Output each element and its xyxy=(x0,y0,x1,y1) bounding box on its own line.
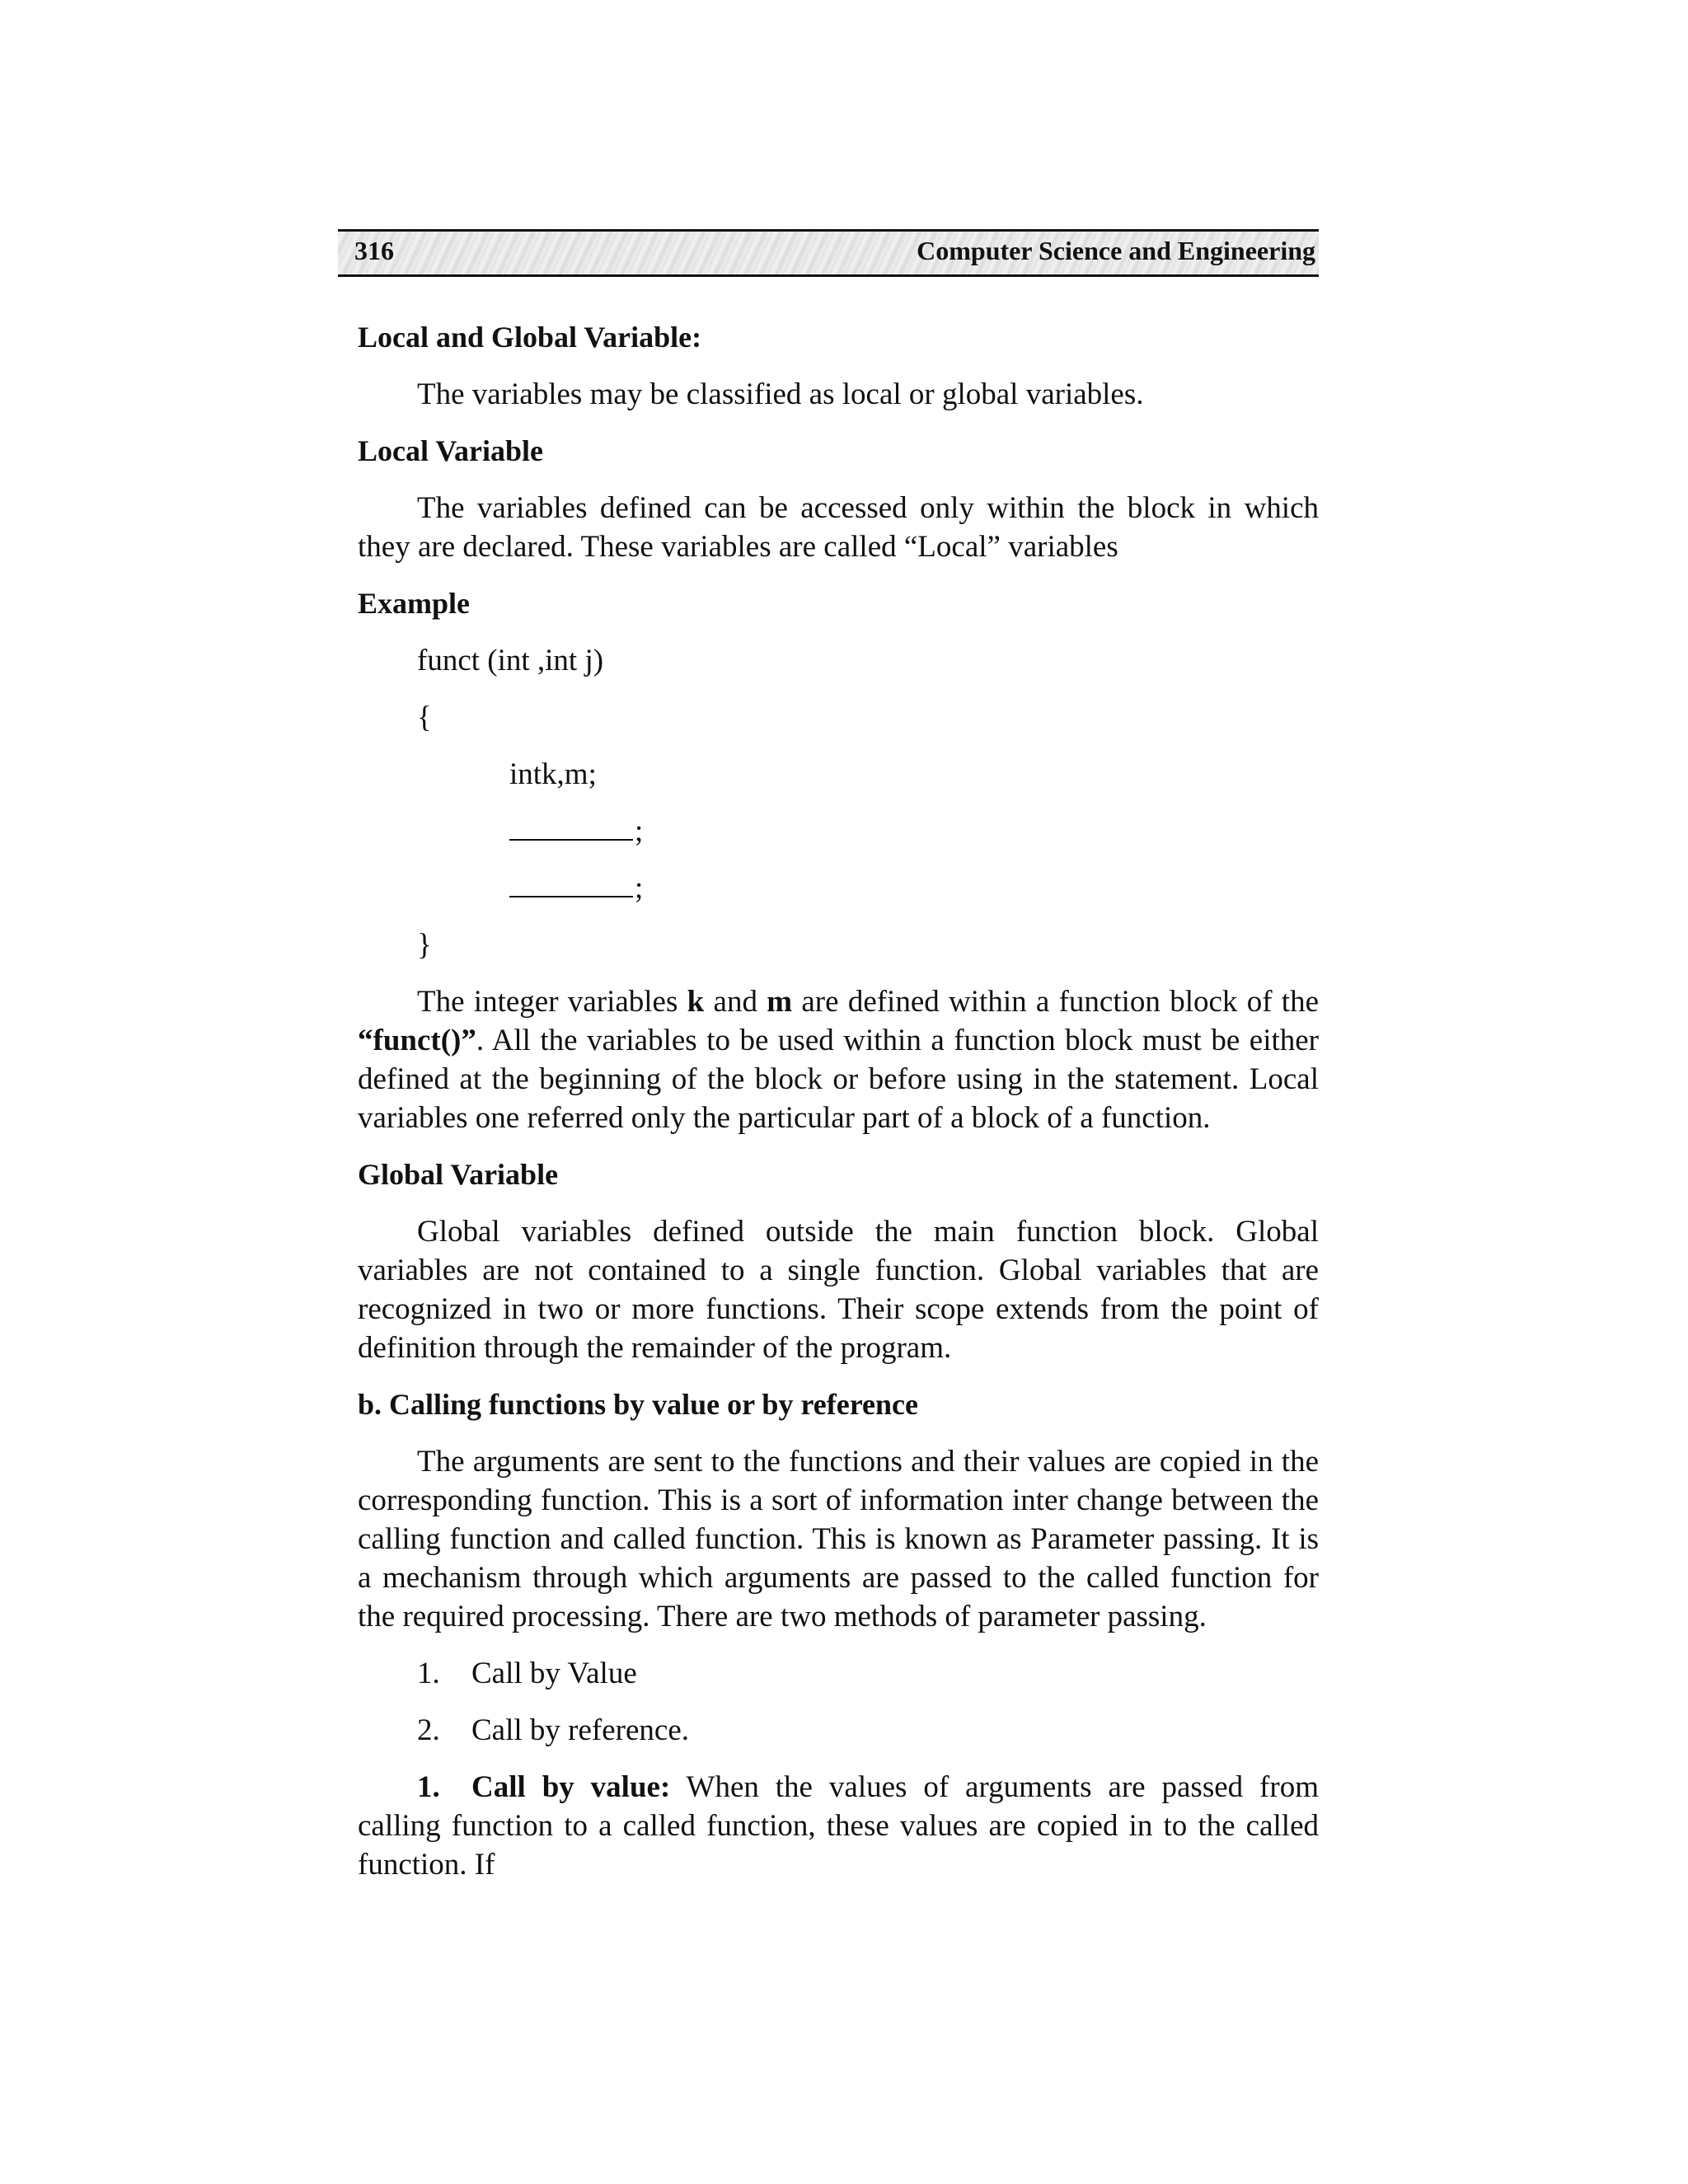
bold-funct: “funct()” xyxy=(358,1024,476,1057)
calling-functions-paragraph: The arguments are sent to the functions and their values are copied in the corresponding function. This is a sort of information inter change between the calling function and called function. This is known as Parameter passing. It is a mechanism through which arguments are passed to the called function for the required processing. There are two methods of parameter passing. xyxy=(358,1445,1319,1633)
statement-blank xyxy=(509,814,633,841)
text-run: and xyxy=(704,985,767,1019)
cbv-text: When the values of arguments are passed from calling function to a called function, these values are copied in to the called function. If xyxy=(358,1770,1319,1882)
methods-list xyxy=(358,1654,1319,1750)
page xyxy=(338,229,1319,1882)
heading-local-global: Local and Global Variable: xyxy=(358,321,702,354)
text-run: are defined within a function block of the xyxy=(792,985,1319,1019)
page-header xyxy=(338,229,1319,277)
heading-example: Example xyxy=(358,587,471,620)
cbv-title: Call by value: xyxy=(471,1770,671,1804)
heading-global-variable: Global Variable xyxy=(358,1158,559,1191)
cbv-number: 1. xyxy=(417,1770,440,1804)
local-variable-paragraph: The variables defined can be accessed only within the block in which they are declared. These variables are called “Local” variables xyxy=(358,491,1319,564)
code-open-brace: { xyxy=(417,701,432,734)
heading-calling-functions: b. Calling functions by value or by reference xyxy=(358,1388,919,1421)
code-line-statement-2 xyxy=(358,869,1319,907)
text-run: . All the variables to be used within a function block must be either defined at the beginning of the block or before using in the statement. Local variables one referred only the particular part of a block of a function. xyxy=(358,1024,1319,1135)
list-item xyxy=(358,1711,1319,1750)
heading-local-variable: Local Variable xyxy=(358,434,544,467)
code-line-statement-1 xyxy=(358,812,1319,851)
code-line-declaration: intk,m; xyxy=(509,757,597,791)
running-head: Computer Science and Engineering xyxy=(917,236,1315,265)
code-line-signature: funct (int ,int j) xyxy=(417,644,604,677)
statement-terminator: ; xyxy=(635,871,644,905)
list-number: 2. xyxy=(417,1713,440,1747)
statement-blank xyxy=(509,871,633,898)
intro-paragraph: The variables may be classified as local or global variables. xyxy=(417,377,1144,411)
code-example xyxy=(358,641,1319,964)
bold-k: k xyxy=(687,985,705,1019)
code-close-brace: } xyxy=(417,928,432,962)
page-content xyxy=(358,318,1319,1902)
page-number: 316 xyxy=(354,236,394,265)
global-variable-paragraph: Global variables defined outside the main function block. Global variables are not contained to a single function. Global variables that are recognized in two or more functions. Their scope extends from the point of definition through the remainder of the program. xyxy=(358,1215,1319,1365)
bold-m: m xyxy=(767,985,793,1019)
list-label: Call by reference. xyxy=(471,1713,689,1747)
list-label: Call by Value xyxy=(471,1657,637,1690)
call-by-value-paragraph xyxy=(358,1768,1319,1884)
example-explanation-paragraph xyxy=(358,982,1319,1137)
statement-terminator: ; xyxy=(635,814,644,848)
list-item xyxy=(358,1654,1319,1693)
text-run: The integer variables xyxy=(417,985,687,1019)
list-number: 1. xyxy=(417,1657,440,1690)
